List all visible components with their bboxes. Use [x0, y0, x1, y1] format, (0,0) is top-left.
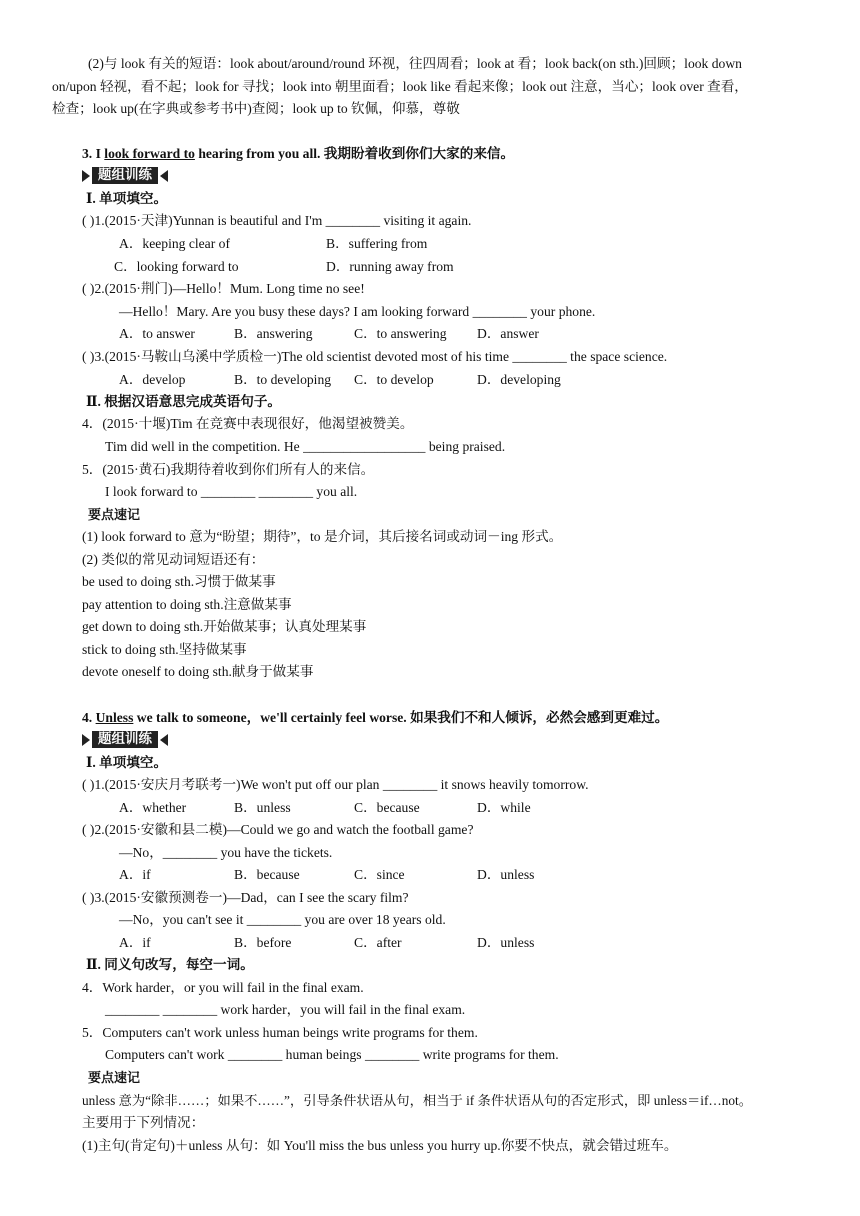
option: D．answer: [477, 326, 539, 341]
part-heading: Ⅰ. 单项填空。: [86, 755, 168, 770]
part-heading: Ⅱ. 根据汉语意思完成英语句子。: [86, 394, 281, 409]
question-line: I look forward to ________ ________ you all.: [105, 484, 358, 499]
section-sentence: hearing from you all. 我期盼着收到你们大家的来信。: [194, 146, 515, 161]
key-phrase: look forward to: [104, 146, 195, 161]
section-number: 4.: [82, 710, 96, 725]
note-line: (2) 类似的常见动词短语还有：: [82, 552, 265, 567]
section-3-title: [82, 145, 514, 163]
question-line: Computers can't work ________ human beings ________ write programs for them.: [105, 1047, 559, 1062]
option: B．to developing: [234, 372, 332, 387]
option: A．whether: [119, 800, 187, 815]
note-line: (1)主句(肯定句)＋unless 从句：如 You'll miss the bus unless you hurry up.你要不快点，就会错过班车。: [82, 1138, 678, 1153]
option: A．keeping clear of: [119, 236, 230, 251]
option: A．if: [119, 935, 151, 950]
question-line: —No，________ you have the tickets.: [119, 845, 333, 860]
option: A．develop: [119, 372, 186, 387]
option: C．because: [354, 800, 420, 815]
option: D．running away from: [326, 259, 454, 274]
option: A．if: [119, 867, 151, 882]
question-line: Tim did well in the competition. He __________________ being praised.: [105, 439, 506, 454]
triangle-left-icon: [160, 734, 168, 746]
note-line: get down to doing sth.开始做某事；认真处理某事: [82, 619, 367, 634]
question: ( )3.(2015·安徽预测卷一)—Dad，can I see the scary film?: [82, 890, 409, 905]
option: B．because: [234, 867, 300, 882]
part-heading: Ⅰ. 单项填空。: [86, 191, 168, 206]
section-4-title: [82, 709, 668, 727]
triangle-right-icon: [82, 170, 90, 182]
header-label: 题组训练: [92, 167, 158, 184]
option: B．before: [234, 935, 292, 950]
question: ( )2.(2015·荆门)—Hello！Mum. Long time no see!: [82, 281, 365, 296]
option: A．to answer: [119, 326, 195, 341]
note-line: be used to doing sth.习惯于做某事: [82, 574, 276, 589]
note-line: (2)与 look 有关的短语：look about/around/round 环视，往四周看；look at 看；look back(on sth.)回顾；look down: [88, 56, 742, 71]
note-line: 主要用于下列情况：: [82, 1115, 205, 1130]
question-line: —Hello！Mary. Are you busy these days? I am looking forward ________ your phone.: [119, 304, 596, 319]
option: D．developing: [477, 372, 561, 387]
option: C．looking forward to: [114, 259, 239, 274]
section-number: 3. I: [82, 146, 105, 161]
question: 4．Work harder，or you will fail in the final exam.: [82, 980, 364, 995]
notes-title: 要点速记: [88, 1070, 141, 1085]
group-training-header: [82, 731, 168, 748]
header-label: 题组训练: [92, 731, 158, 748]
triangle-left-icon: [160, 170, 168, 182]
question: ( )1.(2015·天津)Yunnan is beautiful and I'm ________ visiting it again.: [82, 213, 472, 228]
group-training-header: [82, 167, 168, 184]
question: 4．(2015·十堰)Tim 在竞赛中表现很好，他渴望被赞美。: [82, 416, 414, 431]
note-line: stick to doing sth.坚持做某事: [82, 642, 247, 657]
option: B．unless: [234, 800, 291, 815]
option: B．suffering from: [326, 236, 428, 251]
option: C．to answering: [354, 326, 447, 341]
option: B．answering: [234, 326, 313, 341]
option: D．unless: [477, 867, 535, 882]
option: D．unless: [477, 935, 535, 950]
note-line: pay attention to doing sth.注意做某事: [82, 597, 292, 612]
note-line: unless 意为“除非……；如果不……”，引导条件状语从句，相当于 if 条件状语从句的否定形式，即 unless＝if…not。: [82, 1093, 752, 1108]
option: C．after: [354, 935, 402, 950]
question: 5．(2015·黄石)我期待着收到你们所有人的来信。: [82, 462, 375, 477]
part-heading: Ⅱ. 同义句改写，每空一词。: [86, 957, 254, 972]
question: ( )2.(2015·安徽和县二模)—Could we go and watch the football game?: [82, 822, 474, 837]
question: ( )3.(2015·马鞍山乌溪中学质检一)The old scientist devoted most of his time ________ the space science.: [82, 349, 668, 364]
question: 5．Computers can't work unless human beings write programs for them.: [82, 1025, 478, 1040]
question-line: —No，you can't see it ________ you are over 18 years old.: [119, 912, 446, 927]
question: ( )1.(2015·安庆月考联考一)We won't put off our plan ________ it snows heavily tomorrow.: [82, 777, 589, 792]
option: C．since: [354, 867, 405, 882]
note-line: (1) look forward to 意为“盼望；期待”，to 是介词，其后接名词或动词－ing 形式。: [82, 529, 563, 544]
question-line: ________ ________ work harder，you will fail in the final exam.: [105, 1002, 466, 1017]
section-sentence: we talk to someone，we'll certainly feel worse. 如果我们不和人倾诉，必然会感到更难过。: [133, 710, 669, 725]
note-line: devote oneself to doing sth.献身于做某事: [82, 664, 314, 679]
key-phrase: Unless: [95, 710, 134, 725]
option: D．while: [477, 800, 531, 815]
note-line: on/upon 轻视，看不起；look for 寻找；look into 朝里面看；look like 看起来像；look out 注意，当心；look over 查看，: [52, 79, 748, 94]
note-line: 检查；look up(在字典或参考书中)查阅；look up to 钦佩，仰慕，尊敬: [52, 101, 460, 116]
option: C．to develop: [354, 372, 434, 387]
triangle-right-icon: [82, 734, 90, 746]
notes-title: 要点速记: [88, 507, 141, 522]
